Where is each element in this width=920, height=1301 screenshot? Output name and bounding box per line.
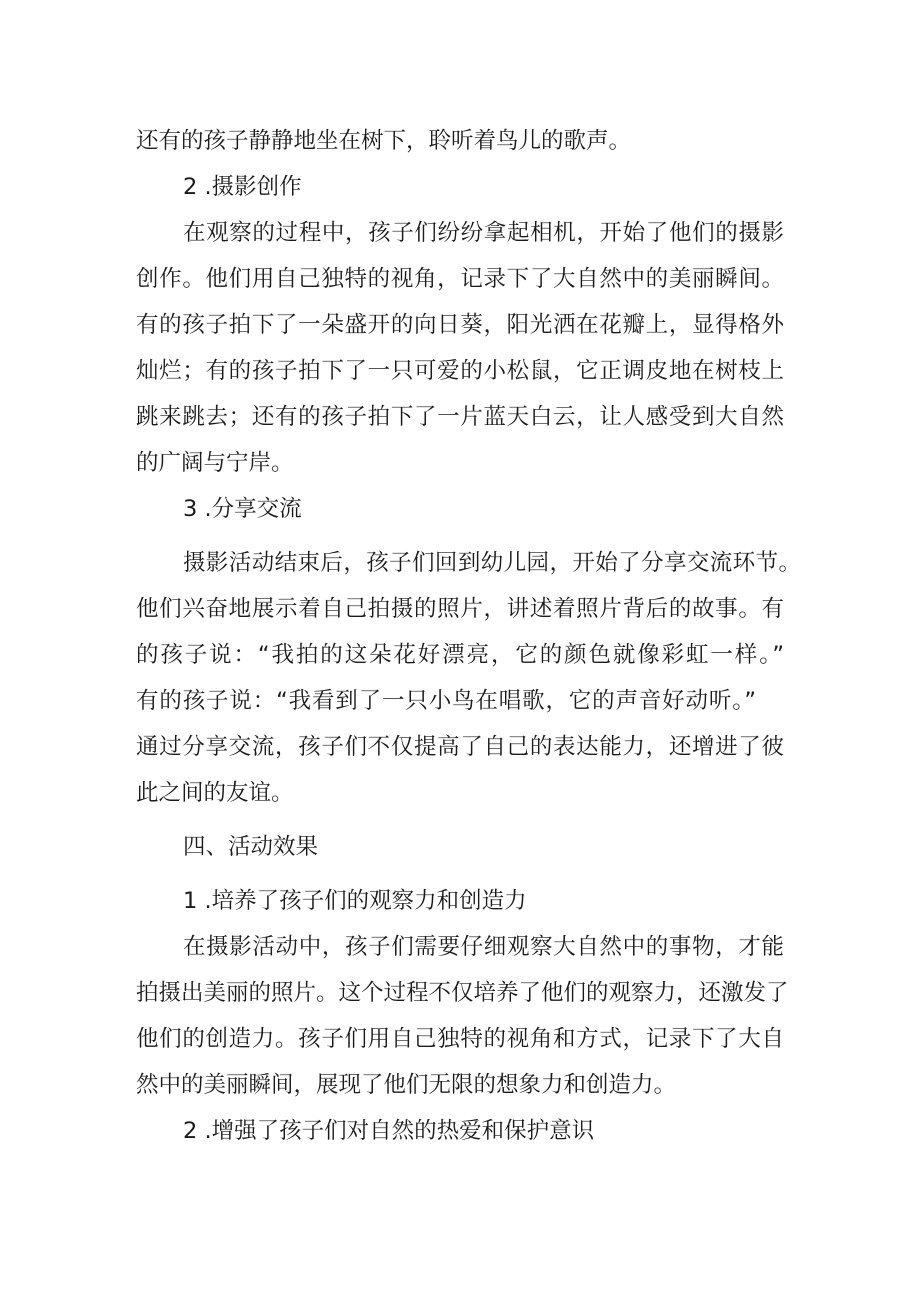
paragraph-line: 他们的创造力。孩子们用自己独特的视角和方式，记录下了大自 <box>136 1026 784 1052</box>
paragraph-line: 创作。他们用自己独特的视角，记录下了大自然中的美丽瞬间。 <box>136 266 784 292</box>
section-heading: 四、活动效果 <box>183 834 319 860</box>
paragraph-line: 的孩子说：“我拍的这朵花好漂亮，它的颜色就像彩虹一样。” <box>136 642 784 668</box>
paragraph-line: 在摄影活动中，孩子们需要仔细观察大自然中的事物，才能 <box>183 934 784 960</box>
paragraph-line: 摄影活动结束后，孩子们回到幼儿园，开始了分享交流环节。 <box>183 550 801 576</box>
paragraph-line: 灿烂；有的孩子拍下了一只可爱的小松鼠，它正调皮地在树枝上 <box>136 358 784 384</box>
subsection-heading: 2 .增强了孩子们对自然的热爱和保护意识 <box>183 1118 595 1144</box>
subsection-heading: 1 .培养了孩子们的观察力和创造力 <box>183 888 527 914</box>
paragraph-line: 的广阔与宁岸。 <box>136 450 294 476</box>
paragraph-line: 然中的美丽瞬间，展现了他们无限的想象力和创造力。 <box>136 1072 677 1098</box>
paragraph-line: 通过分享交流，孩子们不仅提高了自己的表达能力，还增进了彼 <box>136 734 784 760</box>
paragraph-line: 有的孩子拍下了一朵盛开的向日葵，阳光洒在花瓣上，显得格外 <box>136 312 784 338</box>
paragraph-line: 有的孩子说：“我看到了一只小鸟在唱歌，它的声音好动听。” <box>136 688 756 714</box>
subsection-heading: 3 .分享交流 <box>183 496 302 522</box>
paragraph-line: 他们兴奋地展示着自己拍摄的照片，讲述着照片背后的故事。有 <box>136 596 784 622</box>
paragraph-line: 在观察的过程中，孩子们纷纷拿起相机，开始了他们的摄影 <box>183 220 784 246</box>
paragraph-line: 拍摄出美丽的照片。这个过程不仅培养了他们的观察力，还激发了 <box>136 980 789 1006</box>
paragraph-line: 还有的孩子静静地坐在树下，聆听着鸟儿的歌声。 <box>136 128 632 154</box>
subsection-heading: 2 .摄影创作 <box>183 174 302 200</box>
paragraph-line: 跳来跳去；还有的孩子拍下了一片蓝天白云，让人感受到大自然 <box>136 404 784 430</box>
paragraph-line: 此之间的友谊。 <box>136 780 294 806</box>
